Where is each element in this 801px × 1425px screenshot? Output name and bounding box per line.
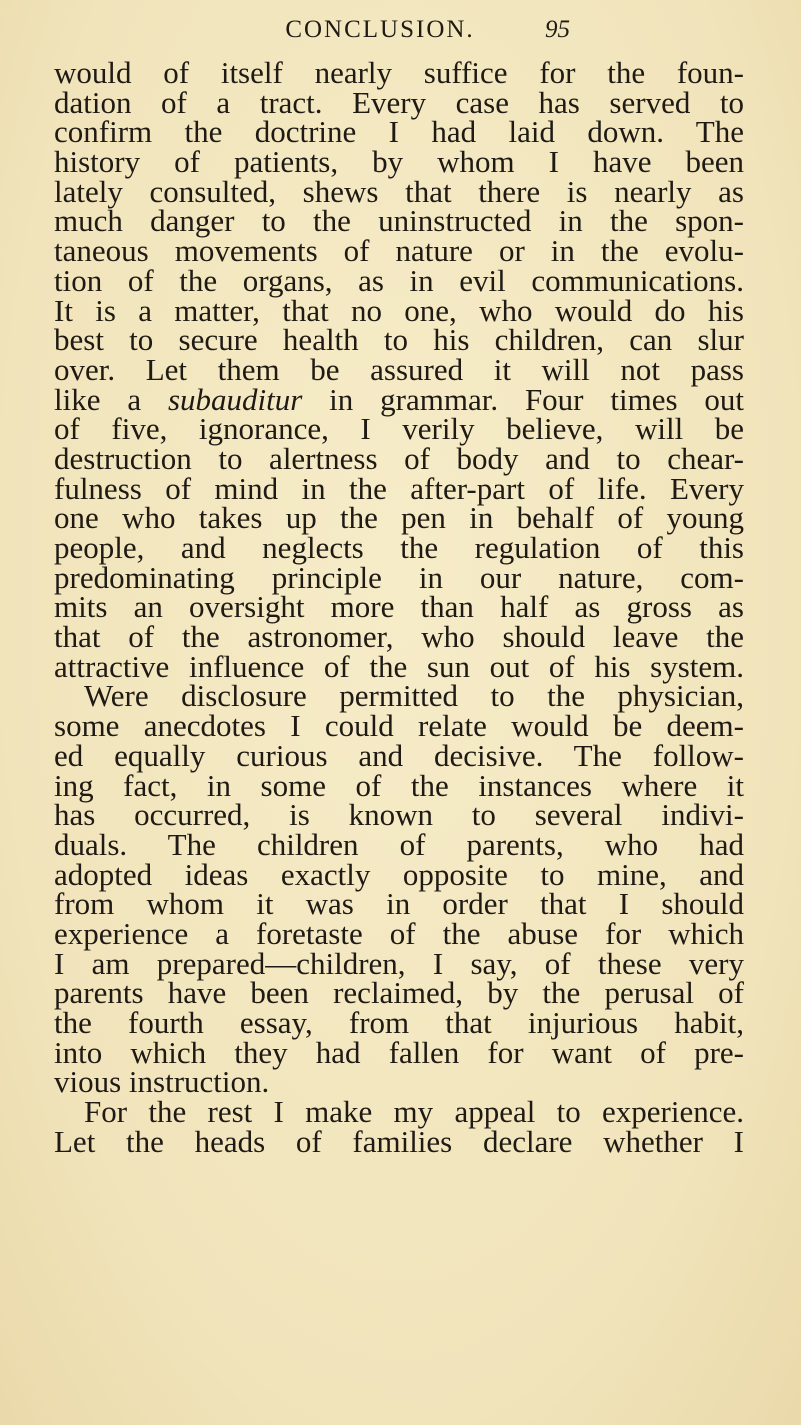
text-line: fulness of mind in the after-part of life. Every (54, 470, 744, 506)
text-line: one who takes up the pen in behalf of young (54, 500, 744, 536)
text-line: confirm the doctrine I had laid down. The (54, 114, 744, 150)
text-line: of five, ignorance, I verily believe, will be (54, 411, 744, 447)
text-line: history of patients, by whom I have been (54, 144, 744, 180)
text-line-paragraph-start: Were disclosure permitted to the physician, (84, 678, 744, 714)
text-fragment: like a (54, 381, 168, 417)
text-line: dation of a tract. Every case has served to (54, 84, 744, 120)
text-line: predominating principle in our nature, com- (54, 559, 744, 595)
text-line: best to secure health to his children, can slur (54, 322, 744, 358)
text-line: over. Let them be assured it will not pass (54, 351, 744, 387)
text-line: destruction to alertness of body and to chear- (54, 440, 744, 476)
text-line: taneous movements of nature or in the evolu- (54, 233, 744, 269)
text-line: mits an oversight more than half as gross as (54, 589, 744, 625)
text-line: adopted ideas exactly opposite to mine, and (54, 856, 744, 892)
text-line: that of the astronomer, who should leave the (54, 619, 744, 655)
text-line-with-italic (54, 381, 744, 417)
text-line: much danger to the uninstructed in the spon- (54, 203, 744, 239)
text-line: attractive influence of the sun out of his system. (54, 648, 744, 684)
text-line: has occurred, is known to several indivi- (54, 797, 744, 833)
text-fragment: in grammar. Four times out (302, 381, 744, 417)
running-head: CONCLUSION. (285, 16, 475, 43)
text-line: some anecdotes I could relate would be deem- (54, 708, 744, 744)
text-line: experience a foretaste of the abuse for which (54, 915, 744, 951)
text-line: into which they had fallen for want of pre- (54, 1034, 744, 1070)
text-line: It is a matter, that no one, who would do his (54, 292, 744, 328)
text-line: ing fact, in some of the instances where it (54, 767, 744, 803)
page-number: 95 (545, 16, 570, 43)
text-line: tion of the organs, as in evil communications. (54, 262, 744, 298)
text-line: Let the heads of families declare whether I (54, 1123, 744, 1159)
text-line: parents have been reclaimed, by the perusal of (54, 975, 744, 1011)
body-text (54, 55, 744, 1159)
text-line: lately consulted, shews that there is nearly as (54, 173, 744, 209)
text-line: people, and neglects the regulation of this (54, 530, 744, 565)
text-line: duals. The children of parents, who had (54, 826, 744, 862)
italic-word: subauditur (167, 381, 303, 417)
text-line: would of itself nearly suffice for the foun- (54, 55, 744, 90)
page-header (0, 16, 801, 56)
text-line: the fourth essay, from that injurious habit, (54, 1005, 744, 1040)
text-line-paragraph-start: For the rest I make my appeal to experience. (84, 1094, 744, 1130)
text-line-paragraph-end: vious instruction. (54, 1064, 270, 1100)
text-line: ed equally curious and decisive. The follow- (54, 737, 744, 773)
text-line: from whom it was in order that I should (54, 886, 744, 922)
text-line: I am prepared—children, I say, of these very (54, 945, 744, 981)
